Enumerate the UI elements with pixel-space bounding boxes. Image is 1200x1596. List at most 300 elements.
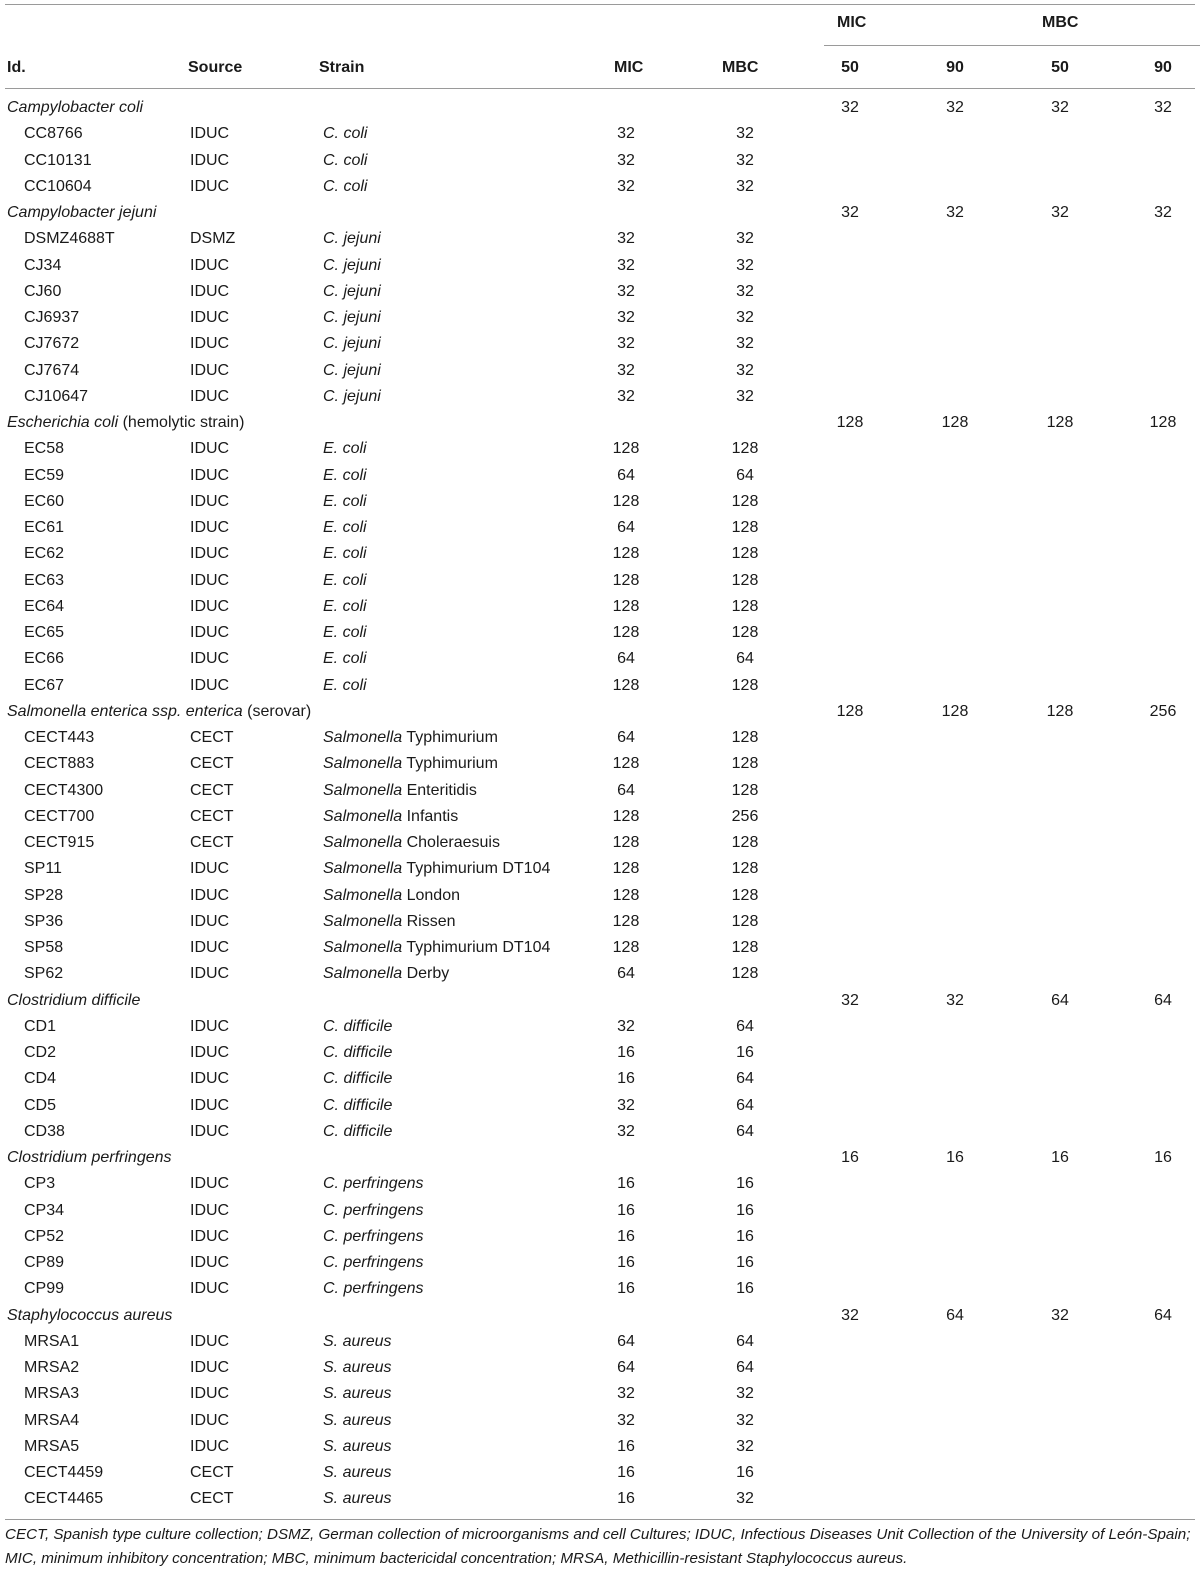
cell-id: CJ6937 [24,309,80,326]
cell-source: IDUC [190,1201,230,1219]
cell-mbc: 64 [736,1332,754,1350]
cell-mic: 32 [617,151,635,169]
cell-strain [323,594,367,620]
group-row: Clostridium difficile 32 32 64 64 [0,988,1200,1014]
strain-genus: C. perfringens [323,1227,424,1245]
cell-source: IDUC [190,1227,230,1245]
cell-mic: 128 [612,597,640,615]
strain-genus: C. jejuni [323,387,381,405]
cell-mbc: 32 [736,309,754,326]
cell-id: CP52 [24,1227,65,1245]
cell-id: CECT915 [24,834,95,851]
cell-mbc: 128 [731,571,759,589]
cell-strain [323,804,458,830]
cell-mbc: 32 [736,387,754,405]
table-row [0,568,1200,594]
cell-strain [323,830,500,856]
header-group-mbc: MBC [1042,14,1079,31]
cell-mbc: 64 [736,1359,754,1376]
strain-genus: C. jejuni [323,335,381,353]
cell-mic: 32 [617,309,635,326]
cell-source: IDUC [190,1175,230,1193]
cell-mic: 16 [617,1437,635,1455]
group-row: Escherichia coli (hemolytic strain) 128 128 128 128 [0,410,1200,436]
cell-source: IDUC [190,256,230,274]
strain-genus: E. coli [323,571,367,589]
cell-strain [323,1250,424,1276]
cell-mic: 128 [612,807,640,825]
cell-id: CD4 [24,1070,57,1088]
strain-genus: C. jejuni [323,309,381,326]
cell-id: MRSA1 [24,1332,80,1350]
cell-strain [323,646,367,672]
cell-source: IDUC [190,1359,230,1376]
cell-id: EC62 [24,545,65,563]
cell-mbc: 128 [731,545,759,563]
table-row [0,1066,1200,1092]
group-name [7,200,156,226]
cell-mic: 128 [612,834,640,851]
cell-source: IDUC [190,177,230,195]
group-suffix: (serovar) [242,702,312,720]
cell-id: CP99 [24,1280,65,1298]
cell-mic: 128 [612,939,640,956]
cell-source: IDUC [190,1385,230,1403]
cell-mbc: 16 [736,1254,754,1271]
table-row [0,1171,1200,1197]
strain-serovar: Rissen [402,912,456,930]
cell-source: IDUC [190,1254,230,1271]
cell-mbc: 32 [736,1411,754,1429]
cell-strain [323,436,367,462]
strain-genus: C. coli [323,177,368,195]
cell-mbc: 128 [731,519,759,536]
cell-mbc: 32 [736,282,754,300]
table-row [0,909,1200,935]
table-row [0,1198,1200,1224]
cell-strain [323,909,456,935]
cell-id: SP28 [24,886,64,904]
cell-source: CECT [190,834,234,851]
table-row [0,226,1200,252]
strain-genus: S. aureus [323,1464,392,1481]
cell-mbc: 32 [736,335,754,353]
header-bottom-rule [5,88,1195,89]
cell-source: CECT [190,755,234,773]
cell-id: CC8766 [24,125,83,143]
group-name [7,699,311,725]
cell-source: IDUC [190,466,230,484]
table-row [0,1250,1200,1276]
strain-genus: C. jejuni [323,361,381,379]
strain-genus: C. difficile [323,1044,393,1061]
table-row [0,384,1200,410]
cell-id: CECT4300 [24,781,104,799]
cell-strain [323,226,381,252]
cell-id: CJ7674 [24,361,80,379]
cell-id: CECT4459 [24,1464,104,1481]
group-suffix: (hemolytic strain) [118,414,245,431]
cell-source: IDUC [190,912,230,930]
cell-mic: 64 [617,1332,635,1350]
cell-strain [323,1355,391,1381]
strain-genus: Salmonella [323,860,403,878]
cell-mic: 16 [617,1175,635,1193]
strain-genus: S. aureus [323,1490,392,1508]
strain-genus: C. perfringens [323,1175,424,1193]
cell-id: CD5 [24,1096,57,1114]
header-id: Id. [7,59,26,76]
strain-serovar: Enteritidis [402,781,477,799]
cell-strain [323,279,381,305]
cell-mic: 16 [617,1201,635,1219]
table-row [0,174,1200,200]
cell-mic: 64 [617,729,635,746]
table-row [0,1014,1200,1040]
table-row [0,646,1200,672]
cell-strain [323,961,449,987]
strain-genus: E. coli [323,519,367,536]
strain-serovar: Choleraesuis [402,834,500,851]
table-row [0,515,1200,541]
header-strain: Strain [319,59,365,76]
group-name [7,988,140,1014]
cell-source: IDUC [190,387,230,405]
cell-strain [323,174,367,200]
cell-id: EC67 [24,676,65,694]
cell-mbc: 128 [731,597,759,615]
strain-genus: E. coli [323,545,367,563]
strain-genus: C. jejuni [323,230,381,248]
cell-mbc: 32 [736,125,754,143]
table-row [0,1355,1200,1381]
cell-mbc: 16 [736,1280,754,1298]
cell-id: CJ10647 [24,387,89,405]
strain-genus: E. coli [323,624,367,641]
cell-mbc: 16 [736,1044,754,1061]
cell-source: IDUC [190,1437,230,1455]
cell-strain [323,1171,424,1197]
cell-id: EC61 [24,519,65,536]
cell-strain [323,856,550,882]
table-row [0,725,1200,751]
strain-genus: S. aureus [323,1385,392,1403]
cell-mic: 16 [617,1254,635,1271]
group-species: Clostridium difficile [7,991,141,1009]
cell-id: CJ34 [24,256,62,274]
cell-id: CECT883 [24,755,95,773]
cell-source: IDUC [190,571,230,589]
table-row [0,830,1200,856]
cell-source: IDUC [190,545,230,563]
group-species: Clostridium perfringens [7,1149,172,1166]
cell-source: IDUC [190,860,230,878]
cell-id: SP11 [24,860,62,878]
cell-mbc: 128 [731,939,759,956]
strain-genus: C. difficile [323,1017,393,1035]
cell-source: IDUC [190,624,230,641]
cell-mbc: 128 [731,440,759,458]
cell-source: IDUC [190,361,230,379]
header-source: Source [188,59,243,76]
header-mic: MIC [614,59,644,76]
header-mbc: MBC [722,59,759,76]
cell-mic: 128 [612,624,640,641]
cell-strain [323,1093,392,1119]
cell-source: IDUC [190,886,230,904]
cell-strain [323,331,381,357]
strain-genus: C. perfringens [323,1280,424,1298]
table-row [0,436,1200,462]
cell-id: CP89 [24,1254,65,1271]
cell-mbc: 32 [736,230,754,248]
cell-mic: 16 [617,1490,635,1508]
table-row [0,148,1200,174]
table-row [0,1224,1200,1250]
strain-genus: Salmonella [323,729,403,746]
group-species: Staphylococcus aureus [7,1306,173,1324]
table-row [0,856,1200,882]
cell-source: CECT [190,1490,234,1508]
cell-mic: 32 [617,177,635,195]
cell-id: CP34 [24,1201,65,1219]
cell-mic: 64 [617,466,635,484]
strain-genus: C. jejuni [323,256,381,274]
cell-strain [323,1276,424,1302]
cell-strain [323,1198,424,1224]
table-body [0,95,1200,1513]
cell-id: CECT4465 [24,1490,104,1508]
table-row [0,1276,1200,1302]
cell-strain [323,620,367,646]
group-species: Salmonella enterica ssp. enterica [7,702,243,720]
group-name [7,1303,172,1329]
table-row [0,594,1200,620]
cell-mbc: 32 [736,177,754,195]
cell-mbc: 128 [731,676,759,694]
cell-id: CJ60 [24,282,62,300]
table-row [0,883,1200,909]
strain-genus: C. jejuni [323,282,381,300]
group-row: Clostridium perfringens 16 16 16 16 [0,1145,1200,1171]
table-bottom-rule [5,1519,1195,1520]
cell-mic: 16 [617,1464,635,1481]
strain-genus: E. coli [323,597,367,615]
strain-genus: E. coli [323,440,367,458]
cell-strain [323,384,381,410]
cell-id: SP62 [24,965,64,983]
cell-source: IDUC [190,335,230,353]
cell-mbc: 32 [736,1490,754,1508]
cell-mbc: 128 [731,781,759,799]
table-top-rule [5,4,1195,5]
cell-strain [323,121,367,147]
table-row [0,358,1200,384]
table-row [0,463,1200,489]
cell-source: CECT [190,1464,234,1481]
cell-id: MRSA5 [24,1437,80,1455]
cell-mbc: 32 [736,1437,754,1455]
strain-genus: Salmonella [323,912,403,930]
cell-id: MRSA3 [24,1385,80,1403]
cell-mbc: 128 [731,912,759,930]
table-row [0,1434,1200,1460]
cell-strain [323,1434,391,1460]
cell-mbc: 128 [731,755,759,773]
table-row [0,673,1200,699]
table-row [0,1486,1200,1512]
cell-mbc: 128 [731,886,759,904]
cell-strain [323,568,367,594]
cell-id: SP36 [24,912,64,930]
cell-id: SP58 [24,939,64,956]
cell-mic: 128 [612,860,640,878]
cell-strain [323,1066,392,1092]
cell-source: CECT [190,729,234,746]
table-row [0,1093,1200,1119]
strain-genus: Salmonella [323,834,403,851]
strain-genus: Salmonella [323,886,403,904]
strain-genus: S. aureus [323,1332,392,1350]
cell-id: EC58 [24,440,65,458]
cell-id: EC66 [24,650,65,668]
cell-source: IDUC [190,492,230,510]
strain-serovar: Typhimurium [402,729,498,746]
cell-mic: 16 [617,1280,635,1298]
table-row [0,1119,1200,1145]
cell-source: IDUC [190,282,230,300]
cell-mbc: 64 [736,650,754,668]
cell-mbc: 16 [736,1175,754,1193]
cell-strain [323,751,498,777]
cell-mbc: 128 [731,729,759,746]
cell-mic: 64 [617,519,635,536]
strain-genus: C. difficile [323,1070,393,1088]
cell-mic: 32 [617,335,635,353]
cell-mbc: 32 [736,256,754,274]
cell-source: IDUC [190,676,230,694]
cell-source: IDUC [190,125,230,143]
cell-mic: 32 [617,1096,635,1114]
cell-id: CD2 [24,1044,57,1061]
cell-id: CJ7672 [24,335,80,353]
cell-strain [323,1460,391,1486]
cell-mic: 32 [617,125,635,143]
cell-source: IDUC [190,1122,230,1140]
cell-source: IDUC [190,1280,230,1298]
cell-mbc: 128 [731,624,759,641]
cell-mic: 128 [612,912,640,930]
cell-source: IDUC [190,440,230,458]
strain-genus: E. coli [323,650,367,668]
cell-mbc: 128 [731,492,759,510]
cell-source: DSMZ [190,230,236,248]
cell-mbc: 16 [736,1464,754,1481]
group-species: Campylobacter jejuni [7,204,157,221]
cell-strain [323,673,367,699]
cell-mic: 128 [612,886,640,904]
cell-mic: 64 [617,965,635,983]
table-row [0,305,1200,331]
strain-genus: C. perfringens [323,1254,424,1271]
table-row [0,121,1200,147]
strain-genus: Salmonella [323,807,403,825]
header-group-mic: MIC [837,14,867,31]
cell-strain [323,935,550,961]
cell-id: CECT700 [24,807,95,825]
cell-mbc: 64 [736,466,754,484]
cell-strain [323,489,367,515]
cell-mic: 128 [612,492,640,510]
cell-strain [323,305,381,331]
table-row [0,279,1200,305]
cell-source: IDUC [190,1070,230,1088]
cell-mic: 32 [617,1122,635,1140]
strain-genus: Salmonella [323,965,403,983]
strain-genus: C. coli [323,151,368,169]
cell-mbc: 128 [731,965,759,983]
cell-id: DSMZ4688T [24,230,115,248]
cell-source: CECT [190,781,234,799]
table-footnote: CECT, Spanish type culture collection; DSMZ, German collection of microorganisms and cell Cultures; IDUC, Infectious Diseases Unit Collection of the University of León-Spain; MIC, minimum inhibitory concentration; MBC, minimum bactericidal concentration; MRSA, Methicillin-resistant Staphylococcus aureus. [5,1526,1191,1567]
table-row [0,1329,1200,1355]
cell-source: CECT [190,807,234,825]
cell-source: IDUC [190,151,230,169]
cell-mic: 128 [612,755,640,773]
cell-mbc: 64 [736,1017,754,1035]
cell-id: CD1 [24,1017,57,1035]
cell-source: IDUC [190,1017,230,1035]
strain-genus: C. difficile [323,1096,393,1114]
table-row [0,620,1200,646]
table-row [0,541,1200,567]
cell-mic: 32 [617,256,635,274]
cell-mic: 16 [617,1044,635,1061]
cell-source: IDUC [190,1332,230,1350]
cell-strain [323,778,477,804]
cell-id: MRSA4 [24,1411,80,1429]
cell-id: CC10131 [24,151,92,169]
cell-mic: 64 [617,650,635,668]
strain-serovar: Typhimurium DT104 [402,939,551,956]
cell-source: IDUC [190,1044,230,1061]
cell-strain [323,1040,392,1066]
cell-mic: 32 [617,361,635,379]
cell-mbc: 256 [731,807,759,825]
cell-mic: 32 [617,1385,635,1403]
group-row: Campylobacter coli 32 32 32 32 [0,95,1200,121]
group-header-rule [824,45,1200,46]
cell-strain [323,725,498,751]
cell-mic: 64 [617,781,635,799]
group-row: Staphylococcus aureus 32 64 32 64 [0,1303,1200,1329]
cell-mic: 32 [617,230,635,248]
cell-source: IDUC [190,1411,230,1429]
cell-source: IDUC [190,597,230,615]
group-row: Campylobacter jejuni 32 32 32 32 [0,200,1200,226]
cell-strain [323,883,460,909]
cell-mic: 32 [617,1411,635,1429]
cell-strain [323,148,367,174]
cell-source: IDUC [190,939,230,956]
strain-genus: C. perfringens [323,1201,424,1219]
table-row [0,751,1200,777]
table-row [0,1460,1200,1486]
table-row [0,1408,1200,1434]
cell-id: EC60 [24,492,65,510]
cell-mic: 64 [617,1359,635,1376]
cell-mbc: 16 [736,1227,754,1245]
